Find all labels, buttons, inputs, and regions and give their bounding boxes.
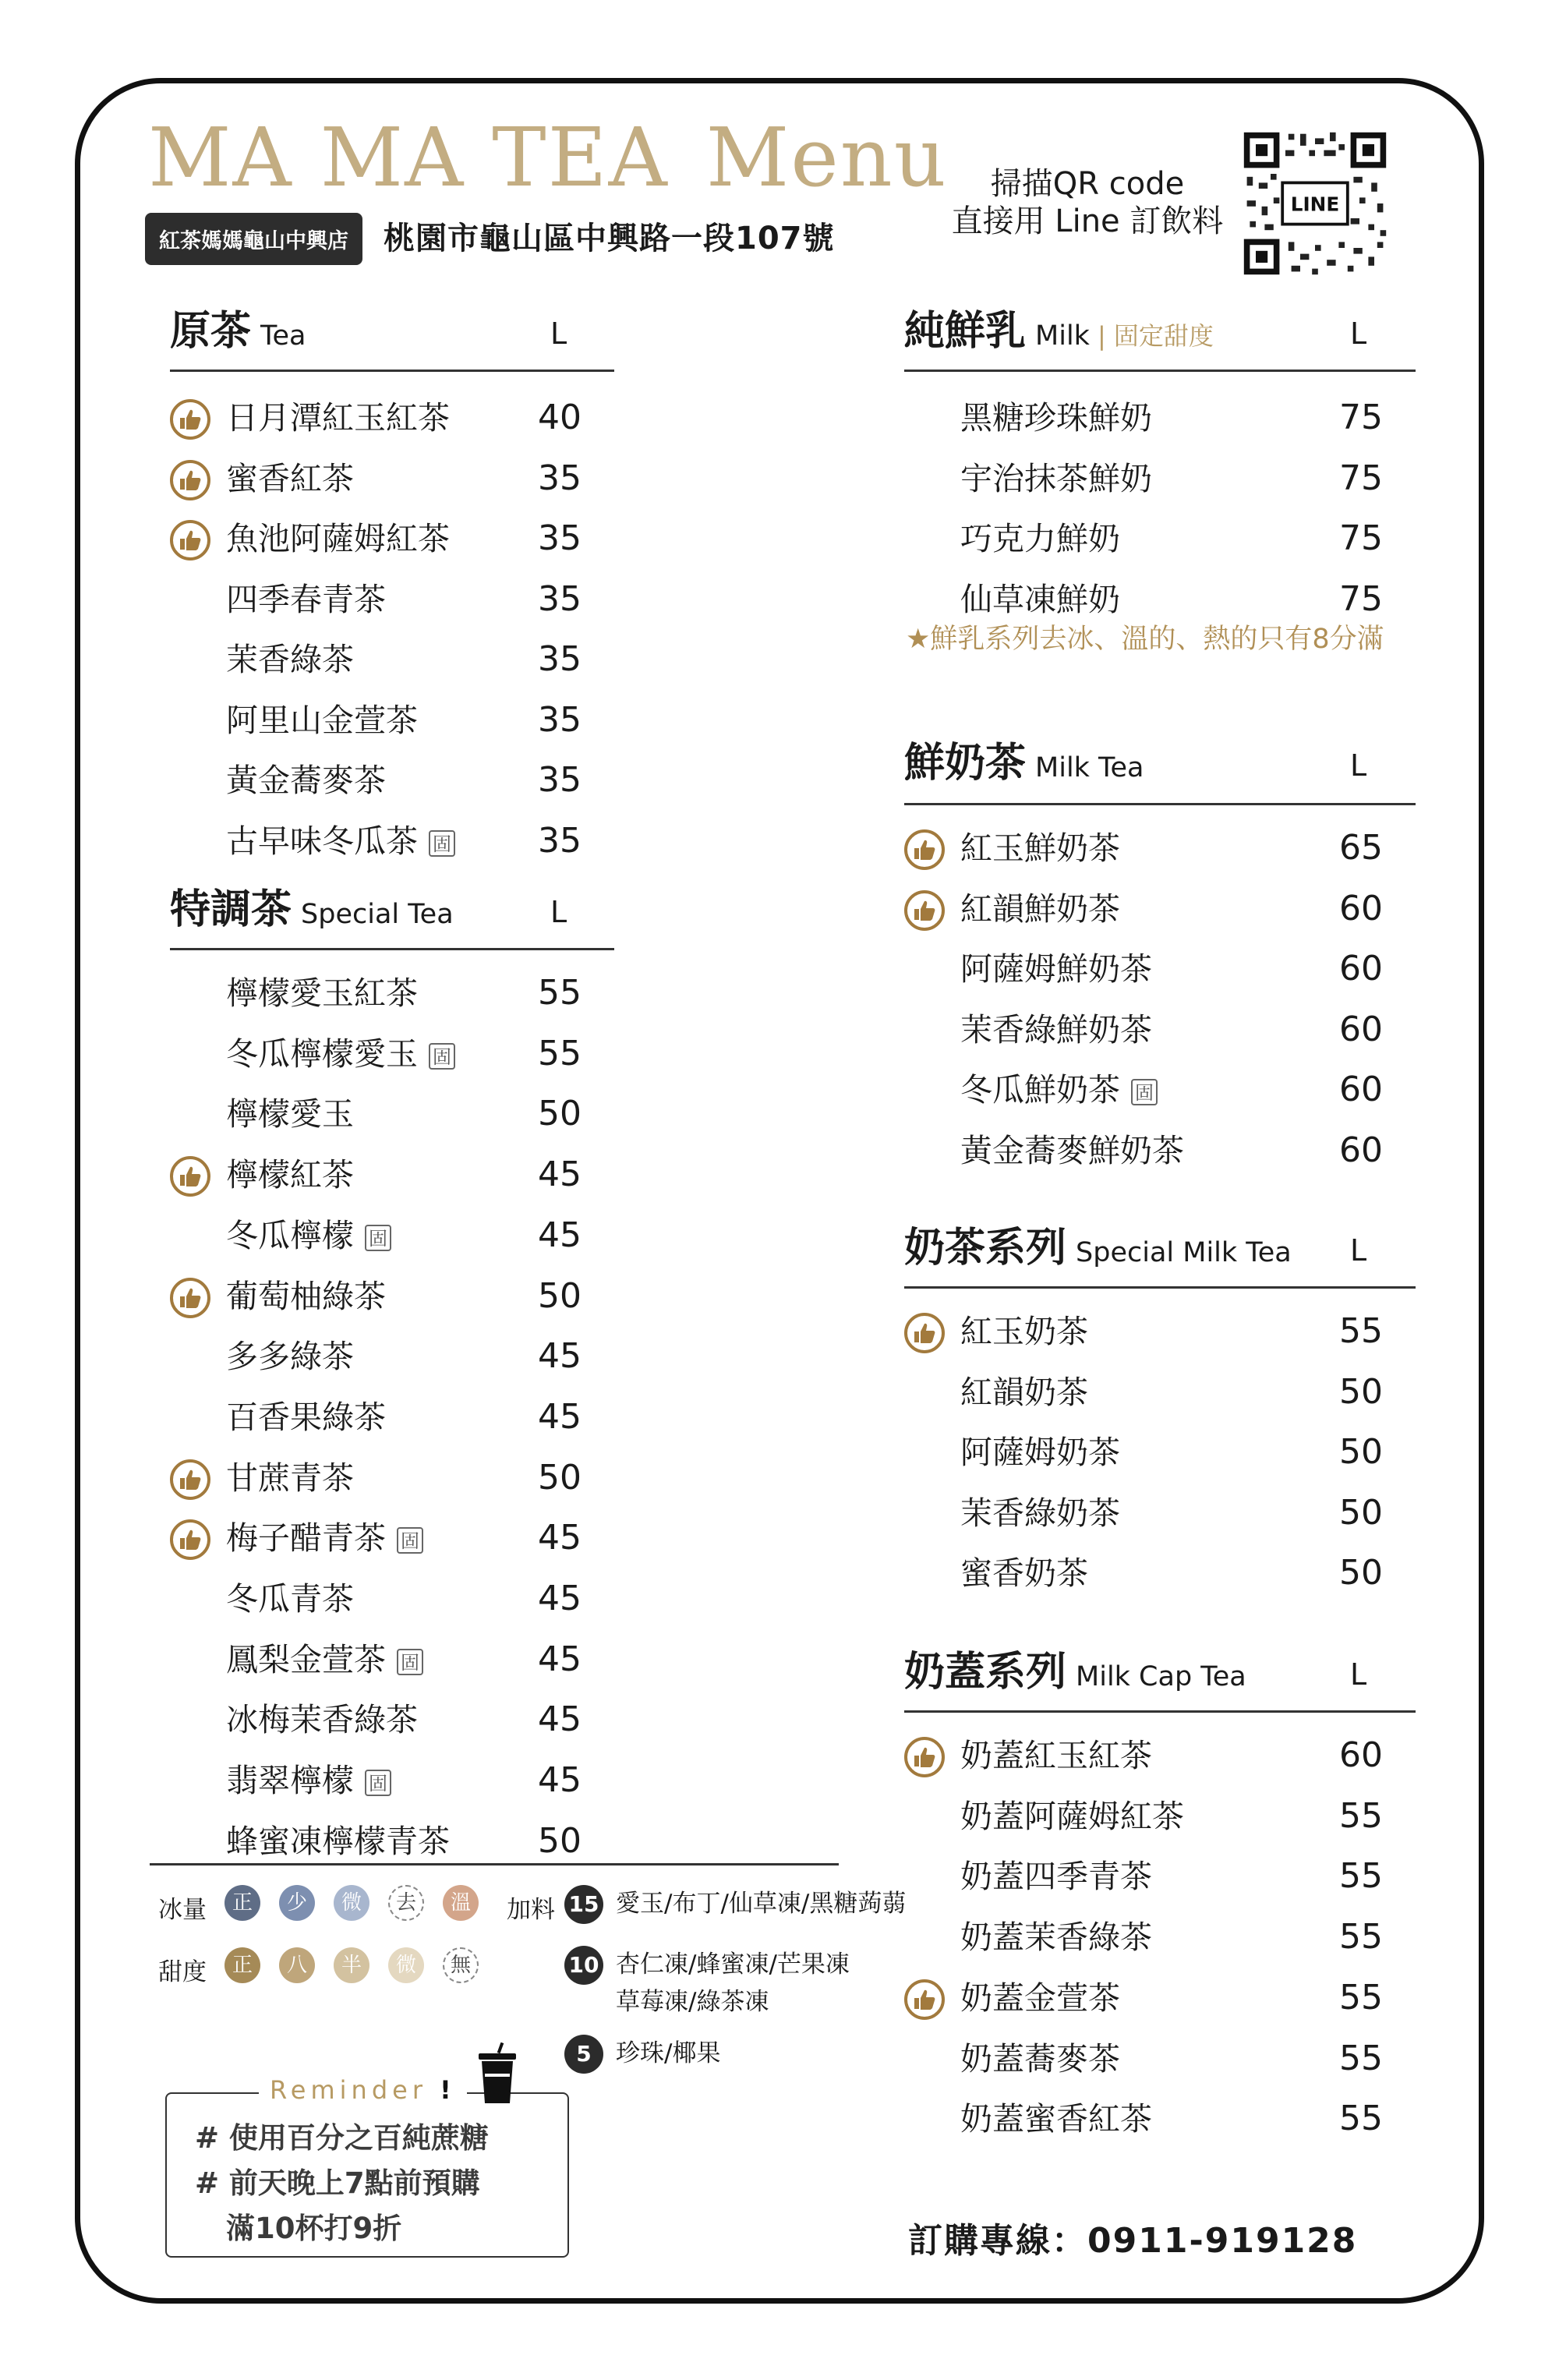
thumbs-up-icon xyxy=(170,1459,210,1500)
menu-item-price: 35 xyxy=(538,820,582,861)
menu-item-price: 50 xyxy=(538,1094,582,1134)
svg-text:LINE: LINE xyxy=(1290,193,1340,216)
menu-item-price: 35 xyxy=(538,458,582,498)
menu-item[interactable] xyxy=(170,1757,600,1804)
menu-item-price: 45 xyxy=(538,1336,582,1377)
menu-item-price: 55 xyxy=(1339,1917,1383,1957)
menu-item-name: 四季春青茶 xyxy=(226,580,386,618)
menu-item-name: 阿薩姆鮮奶茶 xyxy=(960,950,1152,988)
menu-item-name: 檸檬愛玉紅茶 xyxy=(226,974,418,1012)
menu-item-price: 55 xyxy=(538,973,582,1013)
fixed-sweetness-icon: 固 xyxy=(429,830,455,857)
thumbs-up-icon xyxy=(904,1979,945,2020)
option-chip[interactable]: 半 xyxy=(334,1947,369,1983)
size-label: L xyxy=(1350,317,1367,351)
section-title-milk: 純鮮乳 Milk | 固定甜度 xyxy=(904,307,1214,355)
menu-item-price: 75 xyxy=(1339,398,1383,437)
option-chip[interactable]: 微 xyxy=(388,1947,424,1983)
menu-item[interactable] xyxy=(904,2095,1402,2142)
menu-item[interactable] xyxy=(170,1151,600,1198)
section-rule xyxy=(170,370,614,372)
reminder-line: # 前天晚上7點前預購 xyxy=(195,2166,480,2200)
section-title-special: 特調茶 Special Tea xyxy=(170,886,454,933)
menu-item-price: 45 xyxy=(538,1518,582,1558)
menu-item[interactable] xyxy=(904,1490,1402,1537)
menu-item-price: 50 xyxy=(1339,1371,1383,1412)
menu-item-price: 75 xyxy=(1339,578,1383,619)
menu-item-price: 75 xyxy=(1339,518,1383,558)
store-address: 桃園市龜山區中興路一段107號 xyxy=(384,221,835,256)
menu-item[interactable] xyxy=(170,455,600,502)
menu-item[interactable] xyxy=(904,1853,1402,1900)
menu-item[interactable] xyxy=(904,515,1402,562)
menu-item-price: 55 xyxy=(1339,2038,1383,2078)
reminder-line: # 使用百分之百純蔗糖 xyxy=(195,2121,489,2155)
menu-item-price: 45 xyxy=(538,1155,582,1195)
menu-item-name: 梅子醋青茶 固 xyxy=(226,1515,423,1561)
menu-item-price: 55 xyxy=(1339,1977,1383,2018)
menu-item[interactable] xyxy=(904,1793,1402,1840)
size-label: L xyxy=(1350,748,1367,783)
menu-item-name: 古早味冬瓜茶 固 xyxy=(226,818,455,865)
menu-item-name: 茉香綠鮮奶茶 xyxy=(960,1010,1152,1049)
menu-item[interactable] xyxy=(170,818,600,865)
option-chip[interactable]: 正 xyxy=(224,1885,260,1921)
menu-item-price: 35 xyxy=(538,518,582,558)
section-title-milkcap: 奶蓋系列 Milk Cap Tea xyxy=(904,1648,1246,1696)
menu-item[interactable] xyxy=(170,1091,600,1137)
menu-item-name: 蜜香奶茶 xyxy=(960,1554,1088,1592)
option-chip[interactable]: 少 xyxy=(279,1885,315,1921)
menu-item-name: 甘蔗青茶 xyxy=(226,1459,354,1497)
menu-item-price: 75 xyxy=(1339,458,1383,498)
menu-item-name: 冬瓜檸檬 固 xyxy=(226,1212,391,1259)
menu-item[interactable] xyxy=(904,825,1402,872)
menu-item-price: 50 xyxy=(1339,1553,1383,1593)
thumbs-up-icon xyxy=(170,1156,210,1197)
menu-item[interactable] xyxy=(904,1732,1402,1779)
menu-item[interactable] xyxy=(904,1550,1402,1597)
menu-item-name: 奶蓋茉香綠茶 xyxy=(960,1918,1152,1957)
menu-item-name: 蜂蜜凍檸檬青茶 xyxy=(226,1822,450,1860)
menu-item-price: 45 xyxy=(538,1396,582,1437)
thumbs-up-icon xyxy=(170,1519,210,1560)
menu-item-price: 55 xyxy=(1339,1856,1383,1897)
topping-items: 珍珠/椰果 xyxy=(616,2039,721,2067)
size-label: L xyxy=(550,317,567,351)
menu-item[interactable] xyxy=(170,1818,600,1865)
thumbs-up-icon xyxy=(904,890,945,931)
menu-item-name: 魚池阿薩姆紅茶 xyxy=(226,520,450,557)
menu-item-price: 35 xyxy=(538,578,582,619)
menu-item-name: 奶蓋蕎麥茶 xyxy=(960,2039,1120,2078)
fixed-sweetness-icon: 固 xyxy=(429,1043,455,1070)
menu-item[interactable] xyxy=(170,1212,600,1259)
menu-item-name: 紅玉奶茶 xyxy=(960,1313,1088,1350)
menu-item-name: 茉香綠茶 xyxy=(226,641,354,678)
menu-item-price: 45 xyxy=(538,1579,582,1618)
option-chip[interactable]: 八 xyxy=(279,1947,315,1983)
menu-item-name: 奶蓋紅玉紅茶 xyxy=(960,1737,1152,1774)
section-rule xyxy=(904,1286,1416,1289)
thumbs-up-icon xyxy=(170,460,210,500)
thumbs-up-icon xyxy=(904,1737,945,1777)
menu-item[interactable] xyxy=(170,515,600,562)
menu-item-price: 60 xyxy=(1339,949,1383,988)
store-name-tag: 紅茶媽媽龜山中興店 xyxy=(145,213,362,265)
menu-item-price: 55 xyxy=(1339,1795,1383,1836)
menu-item[interactable] xyxy=(170,1333,600,1380)
menu-item-price: 50 xyxy=(538,1457,582,1498)
section-title-tea: 原茶 Tea xyxy=(170,307,306,355)
menu-item-name: 奶蓋蜜香紅茶 xyxy=(960,2100,1152,2138)
options-divider xyxy=(150,1863,839,1865)
menu-item[interactable] xyxy=(904,2035,1402,2082)
drink-cup-icon xyxy=(475,2042,519,2105)
qr-instructions: 掃描QR code 直接用 Line 訂飲料 xyxy=(951,166,1224,239)
menu-item-price: 55 xyxy=(1339,1311,1383,1351)
menu-item-name: 紅玉鮮奶茶 xyxy=(960,829,1120,867)
menu-item[interactable] xyxy=(904,1975,1402,2021)
menu-item[interactable] xyxy=(170,970,600,1017)
menu-item-name: 奶蓋阿薩姆紅茶 xyxy=(960,1797,1184,1835)
menu-item-price: 50 xyxy=(1339,1492,1383,1533)
section-rule xyxy=(904,370,1416,372)
menu-item-name: 黃金蕎麥茶 xyxy=(226,762,386,799)
section-title-milktea: 鮮奶茶 Milk Tea xyxy=(904,739,1144,787)
menu-item-name: 翡翠檸檬 固 xyxy=(226,1757,391,1804)
menu-item-name: 百香果綠茶 xyxy=(226,1398,386,1436)
fixed-sweetness-icon: 固 xyxy=(365,1225,391,1251)
menu-item-name: 冰梅茉香綠茶 xyxy=(226,1701,418,1739)
thumbs-up-icon xyxy=(170,1278,210,1318)
order-hotline[interactable]: 訂購專線：0911-919128 xyxy=(908,2221,1358,2261)
menu-item-price: 35 xyxy=(538,639,582,679)
size-label: L xyxy=(1350,1657,1367,1692)
menu-item[interactable] xyxy=(904,946,1402,992)
milk-note: ★鮮乳系列去冰、溫的、熱的只有8分滿 xyxy=(906,624,1384,655)
section-title-smilktea: 奶茶系列 Special Milk Tea xyxy=(904,1224,1292,1271)
thumbs-up-icon xyxy=(170,399,210,440)
menu-title: MA MA TEA Menu xyxy=(148,110,948,205)
reminder-line: 滿10杯打9折 xyxy=(226,2212,402,2245)
size-label: L xyxy=(1350,1233,1367,1268)
menu-item-price: 60 xyxy=(1339,1735,1383,1775)
menu-item[interactable] xyxy=(170,576,600,623)
menu-item-price: 45 xyxy=(538,1215,582,1255)
menu-item[interactable] xyxy=(904,1127,1402,1174)
fixed-sweetness-icon: 固 xyxy=(397,1527,423,1554)
thumbs-up-icon xyxy=(170,520,210,561)
menu-item-name: 阿薩姆奶茶 xyxy=(960,1434,1120,1471)
menu-item-name: 葡萄柚綠茶 xyxy=(226,1277,386,1315)
menu-item-name: 鳳梨金萱茶 固 xyxy=(226,1636,423,1683)
menu-item-price: 60 xyxy=(1339,1009,1383,1049)
menu-item-name: 紅韻奶茶 xyxy=(960,1373,1088,1411)
menu-item-price: 50 xyxy=(538,1275,582,1316)
menu-item-price: 40 xyxy=(538,398,582,437)
menu-item[interactable] xyxy=(170,1515,600,1561)
menu-item-name: 阿里山金萱茶 xyxy=(226,701,418,739)
section-rule xyxy=(170,948,614,950)
size-label: L xyxy=(550,895,567,929)
option-chip[interactable]: 正 xyxy=(224,1947,260,1983)
menu-item-name: 檸檬紅茶 xyxy=(226,1156,354,1194)
menu-item[interactable] xyxy=(170,1455,600,1501)
menu-item[interactable] xyxy=(904,1429,1402,1476)
reminder-title: Reminder ! xyxy=(259,2075,467,2105)
menu-item[interactable] xyxy=(904,1914,1402,1961)
menu-item[interactable] xyxy=(904,1066,1402,1113)
menu-item[interactable] xyxy=(904,886,1402,932)
menu-item-price: 65 xyxy=(1339,828,1383,868)
menu-item[interactable] xyxy=(904,1369,1402,1416)
menu-item[interactable] xyxy=(170,394,600,441)
menu-item-name: 黑糖珍珠鮮奶 xyxy=(960,399,1152,437)
menu-item-price: 35 xyxy=(538,760,582,800)
section-rule xyxy=(904,803,1416,805)
topping-items: 愛玉/布丁/仙草凍/黑糖蒟蒻 xyxy=(616,1890,907,1918)
menu-item[interactable] xyxy=(170,1575,600,1622)
option-chip[interactable]: 溫 xyxy=(443,1885,479,1921)
menu-item-name: 紅韻鮮奶茶 xyxy=(960,889,1120,928)
menu-item-price: 50 xyxy=(1339,1432,1383,1472)
fixed-sweetness-icon: 固 xyxy=(397,1649,423,1675)
menu-item[interactable] xyxy=(170,1636,600,1683)
menu-item-price: 60 xyxy=(1339,888,1383,928)
menu-item-name: 冬瓜鮮奶茶 固 xyxy=(960,1066,1158,1113)
menu-item-name: 巧克力鮮奶 xyxy=(960,520,1120,557)
menu-item-name: 仙草凍鮮奶 xyxy=(960,580,1120,618)
menu-item-name: 奶蓋四季青茶 xyxy=(960,1858,1152,1896)
menu-item-price: 35 xyxy=(538,699,582,740)
menu-item-name: 奶蓋金萱茶 xyxy=(960,1979,1120,2017)
fixed-sweetness-tag: | 固定甜度 xyxy=(1097,321,1214,351)
thumbs-up-icon xyxy=(904,1313,945,1353)
section-rule xyxy=(904,1710,1416,1713)
menu-item-name: 冬瓜檸檬愛玉 固 xyxy=(226,1031,455,1077)
menu-item-name: 冬瓜青茶 xyxy=(226,1580,354,1618)
menu-item[interactable] xyxy=(170,697,600,744)
menu-item-price: 50 xyxy=(538,1820,582,1861)
menu-item-price: 55 xyxy=(1339,2099,1383,2139)
option-label: 冰量 xyxy=(158,1896,207,1924)
menu-item-name: 多多綠茶 xyxy=(226,1338,354,1376)
menu-item-price: 55 xyxy=(538,1033,582,1073)
menu-item-price: 45 xyxy=(538,1760,582,1801)
menu-item[interactable] xyxy=(170,636,600,683)
topping-items: 草莓凍/綠茶凍 xyxy=(616,1988,769,2016)
fixed-sweetness-icon: 固 xyxy=(1131,1079,1158,1105)
menu-item[interactable] xyxy=(170,1273,600,1320)
menu-item[interactable] xyxy=(170,1696,600,1743)
topping-label: 加料 xyxy=(507,1896,555,1924)
menu-item-name: 日月潭紅玉紅茶 xyxy=(226,399,450,437)
topping-price-badge: 5 xyxy=(564,2035,603,2074)
menu-item-price: 60 xyxy=(1339,1130,1383,1170)
topping-items: 杏仁凍/蜂蜜凍/芒果凍 xyxy=(616,1950,850,1979)
menu-item-price: 60 xyxy=(1339,1070,1383,1109)
fixed-sweetness-icon: 固 xyxy=(365,1770,391,1796)
option-chip[interactable]: 去 xyxy=(388,1885,424,1921)
menu-item[interactable] xyxy=(170,757,600,804)
topping-price-badge: 15 xyxy=(564,1885,603,1924)
menu-item-name: 檸檬愛玉 xyxy=(226,1095,354,1133)
option-chip[interactable]: 微 xyxy=(334,1885,369,1921)
menu-item-price: 45 xyxy=(538,1699,582,1740)
topping-price-badge: 10 xyxy=(564,1946,603,1985)
menu-item[interactable] xyxy=(904,576,1402,623)
menu-item[interactable] xyxy=(904,1006,1402,1053)
menu-item-name: 宇治抹茶鮮奶 xyxy=(960,459,1152,497)
menu-item-name: 蜜香紅茶 xyxy=(226,459,354,497)
line-qr-code-icon[interactable] xyxy=(1241,129,1389,278)
menu-item-price: 45 xyxy=(538,1639,582,1679)
option-chip[interactable]: 無 xyxy=(443,1947,479,1983)
menu-item[interactable] xyxy=(170,1394,600,1441)
menu-item[interactable] xyxy=(904,455,1402,502)
thumbs-up-icon xyxy=(904,829,945,870)
menu-item[interactable] xyxy=(170,1031,600,1077)
menu-item[interactable] xyxy=(904,394,1402,441)
option-label: 甜度 xyxy=(158,1958,207,1986)
menu-item[interactable] xyxy=(904,1308,1402,1355)
menu-item-name: 黃金蕎麥鮮奶茶 xyxy=(960,1131,1184,1169)
menu-item-name: 茉香綠奶茶 xyxy=(960,1494,1120,1532)
